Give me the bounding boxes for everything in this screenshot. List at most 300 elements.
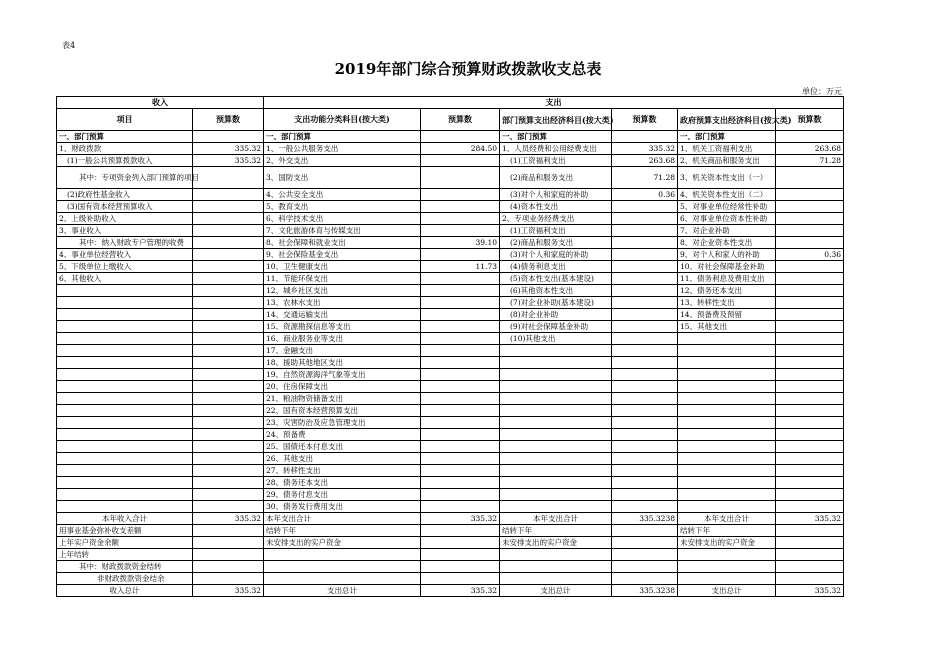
gov-econ-budget-cell xyxy=(776,465,844,477)
gov-grand-value: 335.32 xyxy=(776,585,844,597)
dept-econ-item-cell xyxy=(500,405,612,417)
func-item-cell: 1、一般公共服务支出 xyxy=(264,143,421,155)
dept-econ-budget-cell xyxy=(612,441,678,453)
func-budget-cell xyxy=(421,501,500,513)
table-row xyxy=(57,189,844,201)
income-budget-cell xyxy=(193,441,264,453)
empty-cell xyxy=(678,561,776,573)
gov-econ-budget-cell: 71.28 xyxy=(776,155,844,167)
expense-grand-label: 支出总计 xyxy=(500,585,612,597)
func-budget-cell xyxy=(421,345,500,357)
income-budget-cell xyxy=(193,309,264,321)
income-header: 收入 xyxy=(57,97,264,109)
income-budget-cell xyxy=(193,465,264,477)
empty-cell xyxy=(776,131,844,143)
fund-balance-label: 用事业基金弥补收支差额 xyxy=(57,525,193,537)
empty-cell xyxy=(776,525,844,537)
gov-econ-budget-cell xyxy=(776,345,844,357)
income-budget-cell xyxy=(193,273,264,285)
table-row xyxy=(57,477,844,489)
dept-econ-budget-cell xyxy=(612,465,678,477)
table-row xyxy=(57,201,844,213)
func-item-cell: 2、外交支出 xyxy=(264,155,421,167)
dept-econ-budget-cell xyxy=(612,261,678,273)
income-item-cell: 6、其他收入 xyxy=(57,273,193,285)
table-row xyxy=(57,465,844,477)
dept-econ-budget-cell xyxy=(612,237,678,249)
table-row xyxy=(57,333,844,345)
empty-cell xyxy=(193,549,264,561)
income-item-cell xyxy=(57,417,193,429)
col-item-header: 项目 xyxy=(57,109,193,131)
income-budget-cell xyxy=(193,249,264,261)
gov-econ-budget-cell xyxy=(776,297,844,309)
func-item-cell: 22、国有资本经营预算支出 xyxy=(264,405,421,417)
dept-econ-budget-cell xyxy=(612,213,678,225)
fund-balance-row xyxy=(57,525,844,537)
expense-total-label: 本年支出合计 xyxy=(678,513,776,525)
dept-econ-budget-cell: 335.32 xyxy=(612,143,678,155)
gov-econ-item-cell xyxy=(678,465,776,477)
col-gov-econ-header: 政府预算支出经济科目(按大类) xyxy=(678,109,776,131)
table-row xyxy=(57,405,844,417)
dept-econ-item-cell: (10)其他支出 xyxy=(500,333,612,345)
dept-econ-budget-cell xyxy=(612,321,678,333)
empty-cell xyxy=(421,131,500,143)
income-budget-cell xyxy=(193,369,264,381)
func-budget-cell xyxy=(421,393,500,405)
gov-econ-item-cell: 13、转移性支出 xyxy=(678,297,776,309)
dept-econ-budget-cell xyxy=(612,297,678,309)
func-item-cell: 6、科学技术支出 xyxy=(264,213,421,225)
table-row xyxy=(57,345,844,357)
prior-assets-label: 上年实户资金余额 xyxy=(57,537,193,549)
empty-cell xyxy=(776,537,844,549)
table-row xyxy=(57,489,844,501)
func-budget-cell xyxy=(421,453,500,465)
func-budget-cell xyxy=(421,369,500,381)
table-row xyxy=(57,143,844,155)
gov-econ-item-cell: 6、对事业单位资本性补助 xyxy=(678,213,776,225)
gov-econ-budget-cell xyxy=(776,429,844,441)
func-budget-cell xyxy=(421,381,500,393)
gov-econ-budget-cell xyxy=(776,417,844,429)
func-budget-cell xyxy=(421,309,500,321)
nonfiscal-carry-label: 非财政拨款资金结余 xyxy=(57,573,193,585)
dept-econ-budget-cell xyxy=(612,501,678,513)
func-budget-cell xyxy=(421,249,500,261)
gov-econ-budget-cell xyxy=(776,405,844,417)
expense-grand-label: 支出总计 xyxy=(678,585,776,597)
dept-econ-item-cell xyxy=(500,381,612,393)
prior-carry-row xyxy=(57,549,844,561)
col-func-header: 支出功能分类科目(按大类) xyxy=(264,109,421,131)
income-budget-cell xyxy=(193,213,264,225)
gov-econ-item-cell: 4、机关资本性支出（二） xyxy=(678,189,776,201)
income-item-cell xyxy=(57,489,193,501)
func-budget-cell xyxy=(421,333,500,345)
dept-econ-budget-cell xyxy=(612,285,678,297)
income-budget-cell xyxy=(193,285,264,297)
table-row xyxy=(57,297,844,309)
func-budget-cell: 39.10 xyxy=(421,237,500,249)
func-budget-cell xyxy=(421,273,500,285)
func-item-cell: 29、债务付息支出 xyxy=(264,489,421,501)
income-item-cell: 2、上级补助收入 xyxy=(57,213,193,225)
dept-econ-item-cell: (3)对个人和家庭的补助 xyxy=(500,249,612,261)
income-item-cell: (1)一般公共预算拨款收入 xyxy=(57,155,193,167)
income-item-cell xyxy=(57,453,193,465)
empty-cell xyxy=(264,573,421,585)
func-budget-cell xyxy=(421,155,500,167)
table-row xyxy=(57,237,844,249)
table-row xyxy=(57,453,844,465)
func-item-cell: 28、债务还本支出 xyxy=(264,477,421,489)
col-dept-econ-header: 部门预算支出经济科目(按大类) xyxy=(500,109,612,131)
header-row-group xyxy=(57,97,844,109)
income-total-value: 335.32 xyxy=(193,513,264,525)
table-row xyxy=(57,273,844,285)
gov-econ-budget-cell xyxy=(776,167,844,189)
income-budget-cell xyxy=(193,189,264,201)
dept-econ-budget-cell xyxy=(612,309,678,321)
func-budget-cell xyxy=(421,285,500,297)
dept-econ-budget-cell xyxy=(612,405,678,417)
unarranged-label: 未安排支出的实户资金 xyxy=(264,537,421,549)
func-item-cell: 10、卫生健康支出 xyxy=(264,261,421,273)
gov-econ-item-cell xyxy=(678,333,776,345)
dept-econ-item-cell: (3)对个人和家庭的补助 xyxy=(500,189,612,201)
empty-cell xyxy=(264,561,421,573)
func-item-cell: 7、文化旅游体育与传媒支出 xyxy=(264,225,421,237)
expense-total-label: 本年支出合计 xyxy=(264,513,421,525)
func-budget-cell xyxy=(421,225,500,237)
gov-econ-item-cell xyxy=(678,489,776,501)
func-item-cell: 25、国债还本付息支出 xyxy=(264,441,421,453)
func-item-cell: 26、其他支出 xyxy=(264,453,421,465)
func-item-cell: 14、交通运输支出 xyxy=(264,309,421,321)
empty-cell xyxy=(193,573,264,585)
empty-cell xyxy=(678,573,776,585)
func-total-value: 335.32 xyxy=(421,513,500,525)
table-row xyxy=(57,309,844,321)
gov-econ-item-cell: 1、机关工资福利支出 xyxy=(678,143,776,155)
income-budget-cell xyxy=(193,297,264,309)
empty-cell xyxy=(193,525,264,537)
gov-econ-budget-cell xyxy=(776,441,844,453)
dept-econ-item-cell xyxy=(500,489,612,501)
table-row xyxy=(57,393,844,405)
gov-econ-budget-cell xyxy=(776,213,844,225)
income-item-cell: 5、下级单位上缴收入 xyxy=(57,261,193,273)
gov-econ-budget-cell xyxy=(776,273,844,285)
dept-econ-item-cell xyxy=(500,393,612,405)
gov-econ-budget-cell xyxy=(776,333,844,345)
empty-cell xyxy=(612,549,678,561)
func-item-cell: 19、自然资源海洋气象等支出 xyxy=(264,369,421,381)
func-budget-cell xyxy=(421,429,500,441)
func-budget-cell xyxy=(421,297,500,309)
dept-econ-budget-cell xyxy=(612,273,678,285)
gov-econ-budget-cell xyxy=(776,201,844,213)
income-budget-cell xyxy=(193,225,264,237)
func-item-cell: 23、灾害防治及应急管理支出 xyxy=(264,417,421,429)
page-title: 2019年部门综合预算财政拨款收支总表 xyxy=(334,60,602,78)
prior-assets-row xyxy=(57,537,844,549)
grand-total-row xyxy=(57,585,844,597)
sheet-tag: 表4 xyxy=(62,41,76,50)
empty-cell xyxy=(500,549,612,561)
dept-econ-item-cell xyxy=(500,345,612,357)
gov-econ-budget-cell xyxy=(776,381,844,393)
gov-econ-budget-cell xyxy=(776,393,844,405)
carry-next-label: 结转下年 xyxy=(264,525,421,537)
table-row xyxy=(57,249,844,261)
gov-econ-item-cell: 10、对社会保障基金补助 xyxy=(678,261,776,273)
empty-cell xyxy=(500,561,612,573)
section-row xyxy=(57,131,844,143)
table-row xyxy=(57,429,844,441)
gov-econ-budget-cell xyxy=(776,453,844,465)
table-row xyxy=(57,225,844,237)
income-budget-cell xyxy=(193,321,264,333)
gov-econ-budget-cell xyxy=(776,225,844,237)
empty-cell xyxy=(193,131,264,143)
func-item-cell: 24、预备费 xyxy=(264,429,421,441)
income-item-cell xyxy=(57,357,193,369)
gov-econ-item-cell xyxy=(678,501,776,513)
gov-econ-budget-cell xyxy=(776,357,844,369)
gov-econ-budget-cell xyxy=(776,237,844,249)
dept-econ-item-cell: (6)其他资本性支出 xyxy=(500,285,612,297)
col-budget-header: 预算数 xyxy=(421,109,500,131)
income-budget-cell xyxy=(193,417,264,429)
dept-econ-item-cell: 1、人员经费和公用经费支出 xyxy=(500,143,612,155)
gov-econ-budget-cell xyxy=(776,285,844,297)
func-budget-cell xyxy=(421,441,500,453)
income-budget-cell xyxy=(193,237,264,249)
func-budget-cell xyxy=(421,489,500,501)
gov-econ-item-cell xyxy=(678,429,776,441)
gov-econ-item-cell xyxy=(678,453,776,465)
empty-cell xyxy=(421,525,500,537)
table-row xyxy=(57,261,844,273)
gov-econ-item-cell xyxy=(678,477,776,489)
dept-econ-item-cell: (2)商品和服务支出 xyxy=(500,167,612,189)
dept-econ-item-cell xyxy=(500,429,612,441)
dept-econ-budget-cell xyxy=(612,333,678,345)
func-item-cell: 4、公共安全支出 xyxy=(264,189,421,201)
gov-econ-budget-cell xyxy=(776,189,844,201)
col-budget-header: 预算数 xyxy=(612,109,678,131)
dept-grand-value: 335.3238 xyxy=(612,585,678,597)
gov-econ-item-cell: 14、预备费及预留 xyxy=(678,309,776,321)
func-item-cell: 30、债务发行费用支出 xyxy=(264,501,421,513)
dept-econ-budget-cell xyxy=(612,429,678,441)
table-row xyxy=(57,155,844,167)
gov-econ-item-cell xyxy=(678,441,776,453)
dept-econ-item-cell: (1)工资福利支出 xyxy=(500,155,612,167)
income-budget-cell xyxy=(193,429,264,441)
carry-next-label: 结转下年 xyxy=(678,525,776,537)
gov-econ-item-cell: 2、机关商品和服务支出 xyxy=(678,155,776,167)
expense-grand-label: 支出总计 xyxy=(264,585,421,597)
income-budget-cell xyxy=(193,489,264,501)
dept-econ-item-cell: (4)资本性支出 xyxy=(500,201,612,213)
fiscal-carry-row xyxy=(57,561,844,573)
income-budget-cell xyxy=(193,201,264,213)
carry-next-label: 结转下年 xyxy=(500,525,612,537)
dept-econ-budget-cell: 71.28 xyxy=(612,167,678,189)
income-budget-cell xyxy=(193,405,264,417)
unarranged-label: 未安排支出的实户资金 xyxy=(678,537,776,549)
func-item-cell: 11、节能环保支出 xyxy=(264,273,421,285)
dept-total-value: 335.3238 xyxy=(612,513,678,525)
func-grand-value: 335.32 xyxy=(421,585,500,597)
income-budget-cell xyxy=(193,381,264,393)
income-item-cell: 4、事业单位经营收入 xyxy=(57,249,193,261)
dept-econ-budget-cell xyxy=(612,477,678,489)
expense-total-label: 本年支出合计 xyxy=(500,513,612,525)
empty-cell xyxy=(612,573,678,585)
empty-cell xyxy=(612,561,678,573)
dept-econ-item-cell xyxy=(500,501,612,513)
budget-table xyxy=(56,96,844,597)
func-budget-cell xyxy=(421,167,500,189)
dept-econ-item-cell: (2)商品和服务支出 xyxy=(500,237,612,249)
func-budget-cell xyxy=(421,405,500,417)
income-item-cell: 其中：纳入财政专户管理的收费 xyxy=(57,237,193,249)
empty-cell xyxy=(421,549,500,561)
dept-econ-item-cell xyxy=(500,453,612,465)
dept-econ-budget-cell xyxy=(612,417,678,429)
income-item-cell: 1、财政拨款 xyxy=(57,143,193,155)
dept-econ-item-cell xyxy=(500,369,612,381)
dept-econ-item-cell: (7)对企业补助(基本建设) xyxy=(500,297,612,309)
empty-cell xyxy=(612,131,678,143)
income-item-cell: 3、事业收入 xyxy=(57,225,193,237)
table-row xyxy=(57,167,844,189)
dept-econ-item-cell: (1)工资福利支出 xyxy=(500,225,612,237)
func-item-cell: 27、转移性支出 xyxy=(264,465,421,477)
gov-econ-budget-cell xyxy=(776,261,844,273)
func-item-cell: 12、城乡社区支出 xyxy=(264,285,421,297)
empty-cell xyxy=(776,573,844,585)
table-row xyxy=(57,441,844,453)
gov-econ-item-cell: 8、对企业资本性支出 xyxy=(678,237,776,249)
income-budget-cell xyxy=(193,261,264,273)
func-item-cell: 8、社会保障和就业支出 xyxy=(264,237,421,249)
section-label: 一、部门预算 xyxy=(500,131,612,143)
gov-econ-item-cell xyxy=(678,345,776,357)
func-item-cell: 13、农林水支出 xyxy=(264,297,421,309)
gov-econ-budget-cell xyxy=(776,321,844,333)
func-budget-cell xyxy=(421,201,500,213)
section-label: 一、部门预算 xyxy=(264,131,421,143)
income-budget-cell: 335.32 xyxy=(193,155,264,167)
income-item-cell xyxy=(57,441,193,453)
func-item-cell: 17、金融支出 xyxy=(264,345,421,357)
income-budget-cell xyxy=(193,393,264,405)
func-budget-cell xyxy=(421,357,500,369)
dept-econ-item-cell: (5)资本性支出(基本建设) xyxy=(500,273,612,285)
dept-econ-item-cell: (4)债务利息支出 xyxy=(500,261,612,273)
table-row xyxy=(57,417,844,429)
empty-cell xyxy=(193,537,264,549)
dept-econ-budget-cell xyxy=(612,225,678,237)
gov-econ-budget-cell xyxy=(776,309,844,321)
header-row-cols xyxy=(57,109,844,131)
income-item-cell xyxy=(57,393,193,405)
income-item-cell: 其中：专项资金列入部门预算的项目 xyxy=(57,167,193,189)
table-row xyxy=(57,501,844,513)
func-item-cell: 18、援助其他地区支出 xyxy=(264,357,421,369)
dept-econ-budget-cell xyxy=(612,453,678,465)
income-item-cell xyxy=(57,309,193,321)
income-item-cell xyxy=(57,501,193,513)
dept-econ-item-cell: (8)对企业补助 xyxy=(500,309,612,321)
income-item-cell: (2)政府性基金收入 xyxy=(57,189,193,201)
empty-cell xyxy=(776,549,844,561)
income-item-cell xyxy=(57,369,193,381)
table-row xyxy=(57,381,844,393)
dept-econ-item-cell xyxy=(500,357,612,369)
income-budget-cell xyxy=(193,501,264,513)
empty-cell xyxy=(612,537,678,549)
empty-cell xyxy=(678,549,776,561)
func-budget-cell xyxy=(421,417,500,429)
func-item-cell: 3、国防支出 xyxy=(264,167,421,189)
empty-cell xyxy=(612,525,678,537)
dept-econ-item-cell: 2、专项业务经费支出 xyxy=(500,213,612,225)
table-row xyxy=(57,213,844,225)
dept-econ-item-cell xyxy=(500,477,612,489)
empty-cell xyxy=(421,561,500,573)
gov-econ-budget-cell xyxy=(776,477,844,489)
income-budget-cell xyxy=(193,357,264,369)
gov-econ-budget-cell xyxy=(776,501,844,513)
income-budget-cell xyxy=(193,345,264,357)
func-budget-cell: 284.50 xyxy=(421,143,500,155)
table-row xyxy=(57,357,844,369)
dept-econ-item-cell xyxy=(500,465,612,477)
income-grand-label: 收入总计 xyxy=(57,585,193,597)
unit-label: 单位：万元 xyxy=(802,87,842,96)
empty-cell xyxy=(264,549,421,561)
income-budget-cell xyxy=(193,333,264,345)
income-item-cell xyxy=(57,297,193,309)
gov-econ-item-cell xyxy=(678,369,776,381)
dept-econ-item-cell xyxy=(500,441,612,453)
gov-econ-item-cell xyxy=(678,393,776,405)
dept-econ-budget-cell xyxy=(612,357,678,369)
prior-carry-label: 上年结转 xyxy=(57,549,193,561)
income-grand-value: 335.32 xyxy=(193,585,264,597)
gov-econ-item-cell: 3、机关资本性支出（一） xyxy=(678,167,776,189)
income-budget-cell xyxy=(193,453,264,465)
func-budget-cell xyxy=(421,477,500,489)
func-budget-cell xyxy=(421,213,500,225)
func-item-cell: 9、社会保险基金支出 xyxy=(264,249,421,261)
empty-cell xyxy=(193,561,264,573)
income-budget-cell xyxy=(193,167,264,189)
nonfiscal-carry-row xyxy=(57,573,844,585)
income-total-row xyxy=(57,513,844,525)
fiscal-carry-label: 其中：财政拨款资金结转 xyxy=(57,561,193,573)
dept-econ-budget-cell xyxy=(612,201,678,213)
income-budget-cell xyxy=(193,477,264,489)
func-item-cell: 16、商业服务业等支出 xyxy=(264,333,421,345)
